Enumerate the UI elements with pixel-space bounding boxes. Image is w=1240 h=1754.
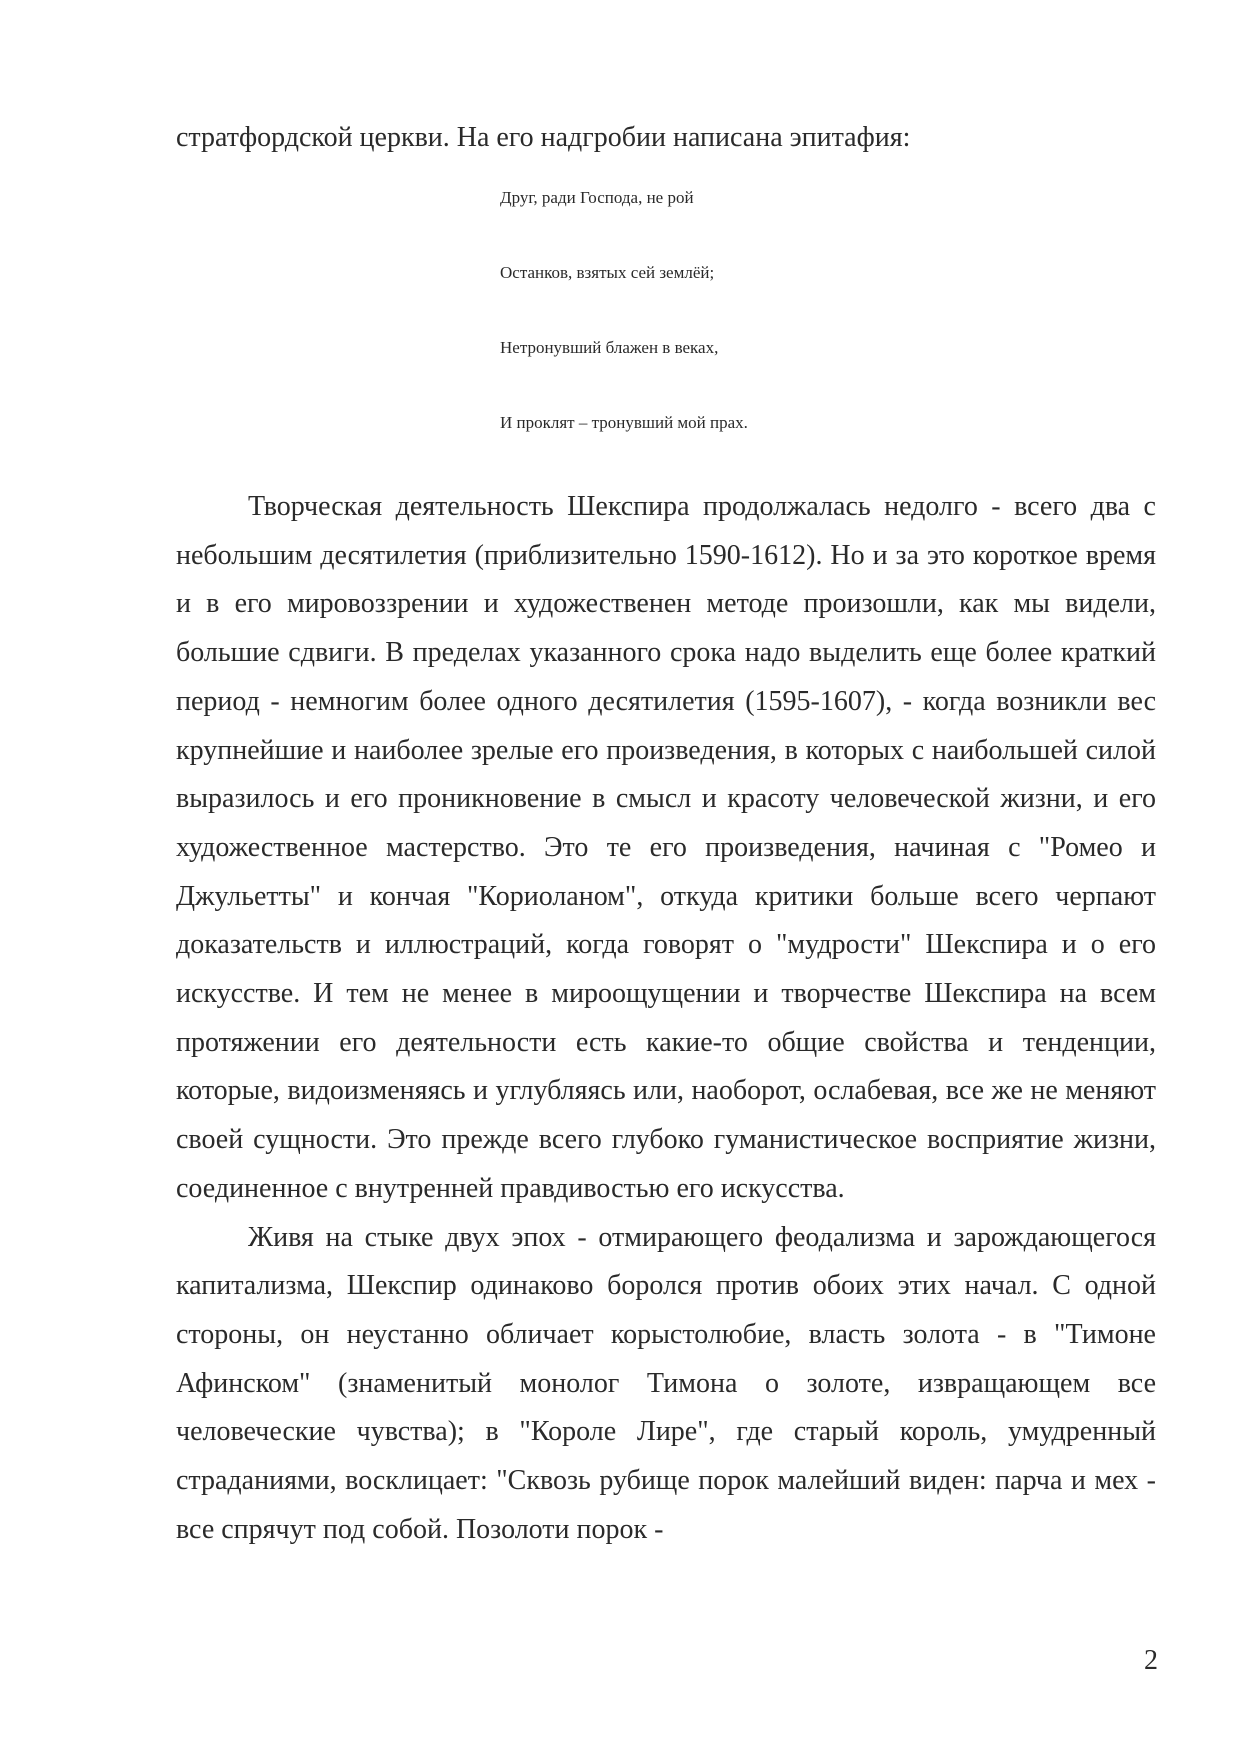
body-text: [176, 483, 1156, 1554]
intro-line: стратфордской церкви. На его надгробии написана эпитафия:: [176, 122, 911, 153]
epitaph: [500, 185, 1000, 485]
epitaph-line: И проклят – тронувший мой прах.: [500, 413, 748, 432]
epitaph-line: Останков, взятых сей землёй;: [500, 263, 715, 282]
paragraph-two-epochs: Живя на стыке двух эпох - отмирающего феодализма и зарождающегося капитализма, Шекспир одинаково боролся против обоих этих начал. С одной стороны, он неустанно обличает корыстолюбие, власть золота - в "Тимоне Афинском" (знаменитый монолог Тимона о золоте, извращающем все человеческие чувства); в "Короле Лире", где старый король, умудренный страданиями, восклицает: "Сквозь рубище порок малейший виден: парча и мех - все спрячут под собой. Позолоти порок -: [176, 1221, 1156, 1545]
epitaph-line: Друг, ради Господа, не рой: [500, 188, 694, 207]
paragraph-creative-activity: Творческая деятельность Шекспира продолжалась недолго - всего два с небольшим десятилетия (приблизительно 1590-1612). Но и за это короткое время и в его мировоззрении и художественен методе произошли, как мы видели, большие сдвиги. В пределах указанного срока надо выделить еще более краткий период - немногим более одного десятилетия (1595-1607), - когда возникли вес крупнейшие и наиболее зрелые его произведения, в которых с наибольшей силой выразилось и его проникновение в смысл и красоту человеческой жизни, и его художественное мастерство. Это те его произведения, начиная с "Ромео и Джульетты" и кончая "Кориоланом", откуда критики больше всего черпают доказательств и иллюстраций, когда говорят о "мудрости" Шекспира и о его искусстве. И тем не менее в мироощущении и творчестве Шекспира на всем протяжении его деятельности есть какие-то общие свойства и тенденции, которые, видоизменяясь и углубляясь или, наоборот, ослабевая, все же не меняют своей сущности. Это прежде всего глубоко гуманистическое восприятие жизни, соединенное с внутренней правдивостью его искусства.: [176, 491, 1156, 1204]
epitaph-line: Нетронувший блажен в веках,: [500, 338, 719, 357]
page-number: 2: [1144, 1645, 1158, 1676]
